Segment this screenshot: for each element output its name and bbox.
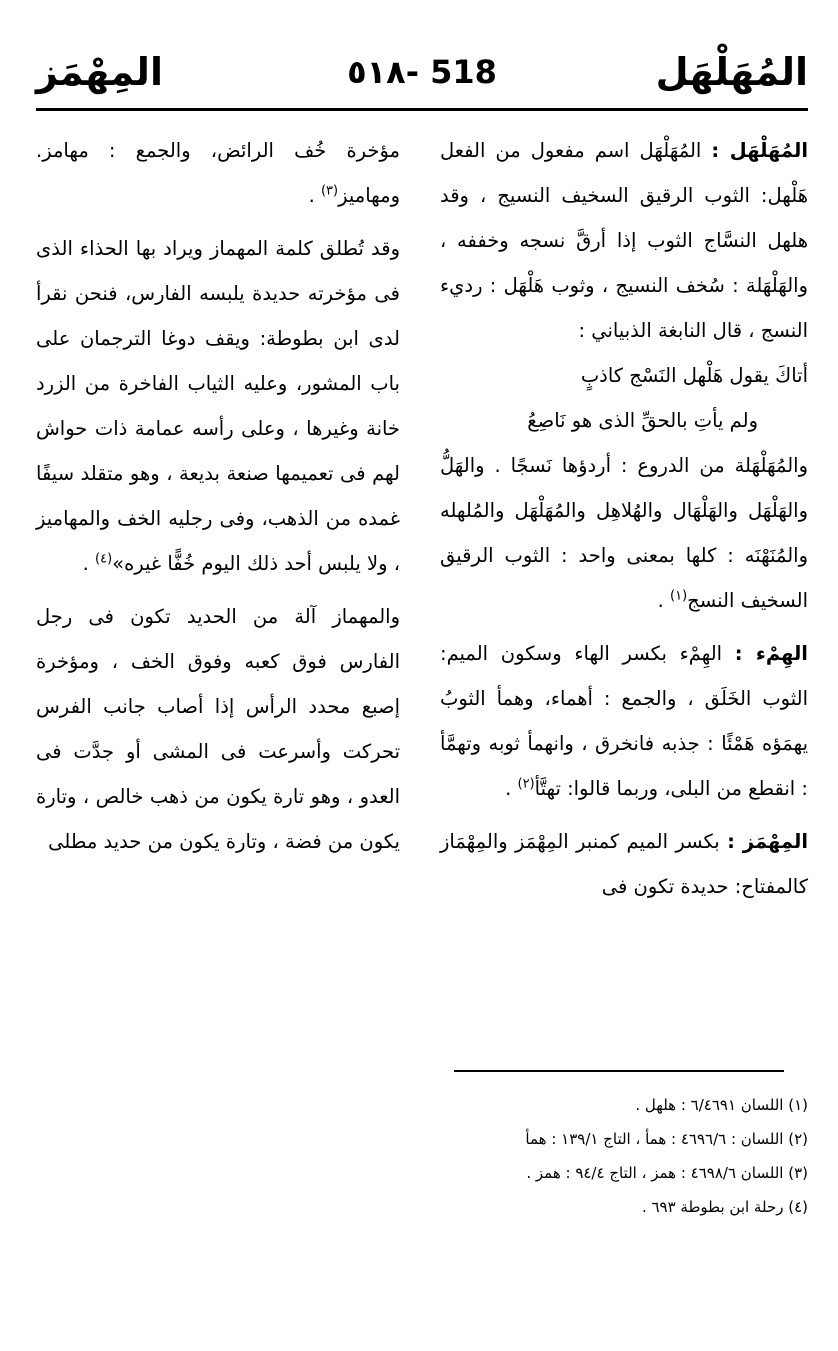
entry-muhalhala-text [440, 443, 808, 623]
continued-paragraph [36, 128, 400, 218]
entry-muhalhal [440, 128, 808, 353]
entry-term: الهِمْء : [734, 642, 808, 665]
right-column [440, 128, 808, 909]
footnote-1: (١) اللسان ٦/٤٦٩١ : هلهل . [635, 1096, 808, 1114]
poem-line-1: أتاكَ يقول هَلْهل النَسْج كاذبٍ [580, 364, 808, 387]
footnote-ref: (٣) [320, 183, 339, 199]
footnote-4: (٤) رحلة ابن بطوطة ٦٩٣ . [641, 1198, 808, 1216]
paragraph-text-end: . [82, 552, 95, 575]
entry-text: والمُهَلْهَلة من الدروع : أردؤها نَسجًا . والهَلُّ والهَلْهَل والهَلْهَال والهُلاهِل والمُهَلْهَل والمُلهله والمُنَهْنَه : كلها بمعنى واحد : الثوب الرقيق السخيف النسج [440, 454, 808, 612]
running-headword-left: المِهْمَز [36, 50, 163, 94]
footnotes [428, 1088, 808, 1224]
paragraph-text: والمهماز آلة من الحديد تكون فى رجل الفارس فوق كعبه وفوق الخف ، ومؤخرة إصبع محدد الرأس إذا أصاب جانب الفرس تحركت وأسرعت فى المشى أو جدَّت فى العدو ، وهو تارة يكون من ذهب خالص ، وتارة يكون من فضة ، وتارة يكون من حديد مطلى [36, 605, 400, 853]
footnote-ref: (٢) [517, 776, 535, 792]
running-headword-right: المُهَلْهَل [655, 50, 808, 94]
poem-line-2: ولم يأتِ بالحقِّ الذى هو نَاصِعُ [527, 409, 758, 432]
ibn-battuta-paragraph [36, 226, 400, 586]
entry-text-end: . [657, 589, 671, 612]
footnote-divider [454, 1070, 784, 1072]
page-number: 518 -٥١٨ [347, 53, 497, 91]
header-divider [36, 108, 808, 111]
page-header [36, 44, 808, 100]
footnote-2: (٢) اللسان : ٤٦٩٦/٦ : همأ ، التاج ١٣٩/١ : همأ [525, 1130, 808, 1148]
footnote-ref: (٤) [95, 551, 113, 567]
entry-hima [440, 631, 808, 811]
footnote-3: (٣) اللسان ٤٦٩٨/٦ : همز ، التاج ٩٤/٤ : همز . [526, 1164, 808, 1182]
entry-text-end: . [505, 777, 518, 800]
paragraph-text-end: . [308, 184, 321, 207]
entry-text: المُهَلْهَل اسم مفعول من الفعل هَلْهل: الثوب الرقيق السخيف النسيج ، وقد هلهل النسَّاج الثوب إذا أرقَّ نسجه وخففه ، والهَلْهَلة : سُخف النسيج ، وثوب هَلْهَل : رديء النسج ، قال النابغة الذبياني : [440, 139, 808, 342]
entry-term: المُهَلْهَل : [711, 139, 809, 162]
entry-term: المِهْمَز : [727, 830, 809, 853]
entry-text: الهِمْء بكسر الهاء وسكون الميم: الثوب الخَلَق ، والجمع : أهماء، وهمأ الثوبُ يهمَؤه هَمْئًا : جذبه فانخرق ، وانهمأ ثوبه وتهمَّأ : انقطع من البلى، وربما قالوا: تهتَّأ [440, 642, 808, 800]
entry-mihmaz [440, 819, 808, 909]
mihmaz-description-paragraph [36, 594, 400, 864]
footnote-ref: (١) [670, 588, 688, 604]
paragraph-text: وقد تُطلق كلمة المهماز ويراد بها الحذاء الذى فى مؤخرته حديدة يلبسه الفارس، فنحن نقرأ لدى ابن بطوطة: ويقف دوغا الترجمان على باب المشور، وعليه الثياب الفاخرة من الزرد خانة وغيرها ، وعلى رأسه عمامة ذات حواش لهم فى تعميمها صنعة بديعة ، وهو متقلد سيفًا غمده من الذهب، وفى رجليه الخف والمهاميز ، ولا يلبس أحد ذلك اليوم خُفًّا غيره» [36, 237, 400, 575]
paragraph-text: مؤخرة خُف الرائض، والجمع : مهامز. ومهاميز [36, 139, 400, 207]
entry-text: بكسر الميم كمنبر المِهْمَز والمِهْمَاز كالمفتاح: حديدة تكون فى [440, 830, 808, 898]
left-column [36, 128, 400, 864]
